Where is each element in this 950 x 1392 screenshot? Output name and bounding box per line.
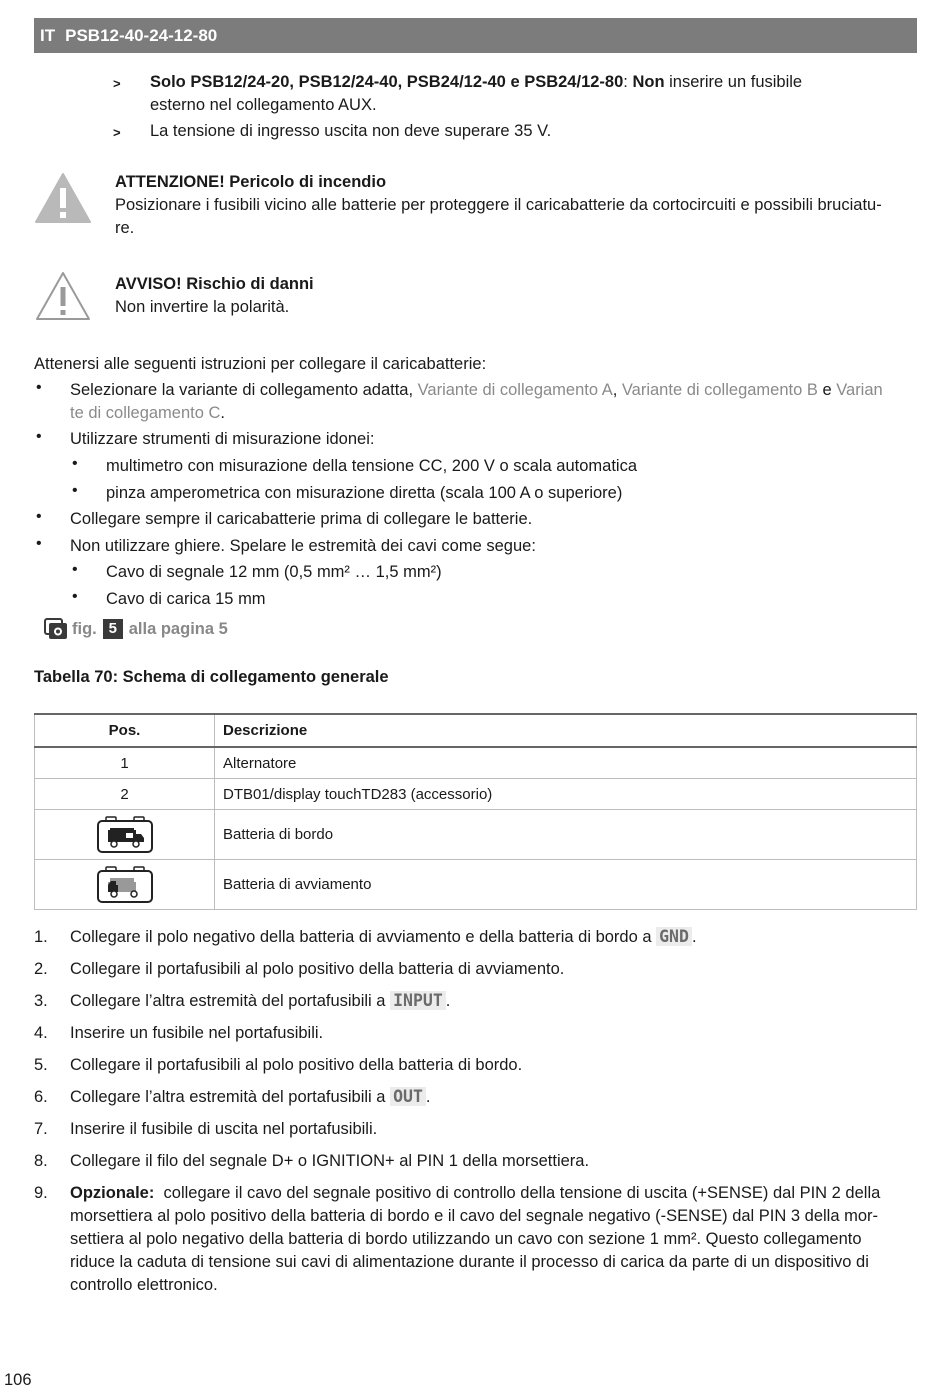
notice-text: Non invertire la polarità.	[115, 298, 290, 316]
bullet-2: Utilizzare strumenti di misurazione idonei:	[70, 430, 375, 448]
camera-icon	[44, 618, 68, 640]
terminal-input: INPUT	[390, 991, 446, 1010]
step-9-cont: settiera al polo negativo della batteria di bordo utilizzando un cavo con sezione 1 mm². Questo collegamento	[70, 1230, 862, 1248]
intro-text: Attenersi alle seguenti istruzioni per collegare il caricabatterie:	[34, 355, 487, 373]
bullet-icon: •	[72, 588, 78, 605]
page-header	[34, 18, 917, 53]
step-number: 9.	[34, 1184, 48, 1202]
bullet-icon: •	[72, 482, 78, 499]
table-row	[35, 860, 917, 910]
bullet-icon: •	[72, 455, 78, 472]
bullet-3: Collegare sempre il caricabatterie prima di collegare le batterie.	[70, 510, 533, 528]
table-header-pos: Pos.	[35, 714, 215, 747]
warning-title: ATTENZIONE! Pericolo di incendio	[115, 173, 387, 191]
step-6: Collegare l’altra estremità del portafusibili a OUT .	[70, 1087, 431, 1106]
language-code: IT	[40, 25, 56, 45]
link-variant-c[interactable]: Varian	[836, 381, 883, 399]
table-cell-pos	[35, 860, 215, 910]
step-7: Inserire il fusibile di uscita nel portafusibili.	[70, 1120, 378, 1138]
step-2: Collegare il portafusibili al polo positivo della batteria di avviamento.	[70, 960, 565, 978]
figure-suffix: alla pagina 5	[128, 619, 228, 638]
terminal-gnd: GND	[656, 927, 692, 946]
table-row	[35, 810, 917, 860]
camper-battery-icon	[96, 816, 154, 854]
table-cell-desc: Batteria di bordo	[215, 810, 917, 860]
terminal-out: OUT	[390, 1087, 426, 1106]
bullet-1: Selezionare la variante di collegamento adatta, Variante di collegamento A, Variante di collegamento B e Varian	[70, 381, 883, 399]
link-variant-b[interactable]: Variante di collegamento B	[621, 381, 818, 399]
table-cell-pos: 2	[35, 779, 215, 810]
step-number: 7.	[34, 1120, 48, 1138]
step-number: 3.	[34, 992, 48, 1010]
bullet-4a: Cavo di segnale 12 mm (0,5 mm² … 1,5 mm²)	[106, 563, 442, 581]
step-number: 4.	[34, 1024, 48, 1042]
step-number: 1.	[34, 928, 48, 946]
step-8: Collegare il filo del segnale D+ o IGNITION+ al PIN 1 della morsettiera.	[70, 1152, 590, 1170]
warning-text: re.	[115, 219, 135, 237]
table-row	[35, 779, 917, 810]
step-9-cont: controllo elettronico.	[70, 1276, 218, 1294]
table-row	[35, 747, 917, 779]
figure-prefix: fig.	[72, 619, 97, 638]
step-9-cont: morsettiera al polo positivo della batteria di bordo e il cavo del segnale negativo (-SENSE) dal PIN 3 della mor-	[70, 1207, 879, 1225]
step-9-cont: riduce la caduta di tensione sui cavi di alimentazione durante il processo di carica da parte di un dispositivo di	[70, 1253, 869, 1271]
note-1-cont: esterno nel collegamento AUX.	[150, 96, 377, 114]
chevron-icon: >	[113, 125, 121, 140]
table-cell-pos	[35, 810, 215, 860]
table-cell-desc: Batteria di avviamento	[215, 860, 917, 910]
connection-table	[34, 713, 917, 910]
bullet-icon: •	[36, 508, 42, 525]
table-cell-desc: Alternatore	[215, 747, 917, 779]
bullet-4: Non utilizzare ghiere. Spelare le estremità dei cavi come segue:	[70, 537, 536, 555]
chevron-icon: >	[113, 76, 121, 91]
bullet-4b: Cavo di carica 15 mm	[106, 590, 266, 608]
table-cell-pos: 1	[35, 747, 215, 779]
step-4: Inserire un fusibile nel portafusibili.	[70, 1024, 324, 1042]
truck-battery-icon	[96, 866, 154, 904]
link-variant-c[interactable]: te di collegamento C	[70, 404, 221, 422]
bullet-icon: •	[72, 561, 78, 578]
step-9: Opzionale: collegare il cavo del segnale positivo di controllo della tensione di uscita (+SENSE) dal PIN 2 della	[70, 1184, 881, 1202]
step-number: 8.	[34, 1152, 48, 1170]
step-number: 6.	[34, 1088, 48, 1106]
table-caption: Tabella 70: Schema di collegamento generale	[34, 668, 389, 686]
note-2: La tensione di ingresso uscita non deve superare 35 V.	[150, 122, 552, 140]
figure-number: 5	[103, 619, 123, 639]
note-1: Solo PSB12/24-20, PSB12/24-40, PSB24/12-40 e PSB24/12-80: Non inserire un fusibile	[150, 73, 803, 91]
figure-reference[interactable]	[44, 618, 228, 640]
table-header-description: Descrizione	[215, 714, 917, 747]
step-number: 5.	[34, 1056, 48, 1074]
step-1: Collegare il polo negativo della batteria di avviamento e della batteria di bordo a GND .	[70, 927, 697, 946]
notice-title: AVVISO! Rischio di danni	[115, 275, 314, 293]
step-3: Collegare l’altra estremità del portafusibili a INPUT .	[70, 991, 451, 1010]
link-variant-a[interactable]: Variante di collegamento A	[417, 381, 613, 399]
table-cell-desc: DTB01/display touchTD283 (accessorio)	[215, 779, 917, 810]
optional-label: Opzionale:	[70, 1184, 155, 1202]
bullet-2a: multimetro con misurazione della tensione CC, 200 V o scala automatica	[106, 457, 638, 475]
bullet-icon: •	[36, 428, 42, 445]
bullet-icon: •	[36, 535, 42, 552]
step-5: Collegare il portafusibili al polo positivo della batteria di bordo.	[70, 1056, 523, 1074]
bullet-2b: pinza amperometrica con misurazione diretta (scala 100 A o superiore)	[106, 484, 623, 502]
notice-triangle-icon	[34, 270, 92, 322]
bullet-1-cont: te di collegamento C.	[70, 404, 226, 422]
bullet-icon: •	[36, 379, 42, 396]
table-header-row	[35, 714, 917, 747]
step-number: 2.	[34, 960, 48, 978]
document-title: PSB12-40-24-12-80	[65, 25, 218, 45]
warning-text: Posizionare i fusibili vicino alle batterie per proteggere il caricabatterie da cortocircuiti e possibili bruciatu-	[115, 196, 882, 214]
warning-triangle-icon	[34, 172, 92, 224]
page-number: 106	[4, 1371, 32, 1389]
